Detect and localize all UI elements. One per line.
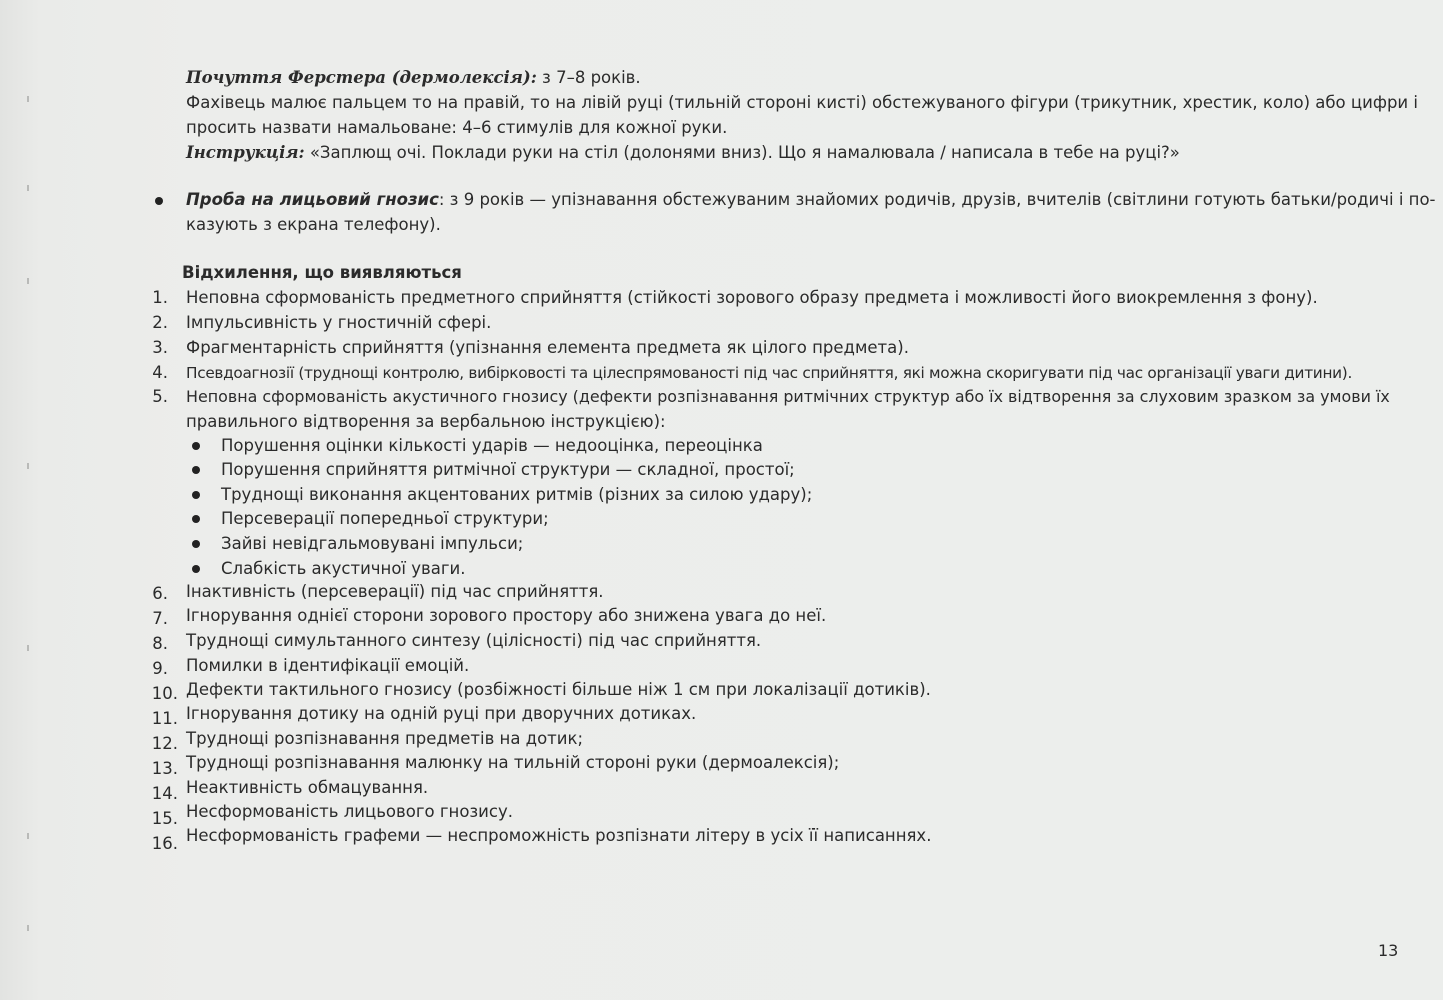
list-item: Несформованість графеми — неспроможність розпізнати літеру в усіх її написаннях.	[186, 826, 932, 845]
list-item-number: 8.	[152, 634, 168, 653]
list-item: Ігнорування однієї сторони зорового простору або знижена увага до неї.	[186, 606, 827, 625]
face-gnosis-title: Проба на лицьовий гнозис	[186, 190, 439, 209]
list-item-number: 3.	[152, 338, 168, 357]
spine-mark	[27, 185, 29, 191]
face-gnosis-line-2: казують з екрана телефону).	[186, 215, 441, 234]
forster-heading-line	[186, 66, 641, 91]
list-item-number: 7.	[152, 609, 168, 628]
list-item-number: 14.	[151, 784, 178, 803]
sub-list-item: Персеверації попередньої структури;	[221, 509, 549, 528]
list-item: Труднощі розпізнавання предметів на дотик;	[186, 729, 584, 748]
spine-mark	[27, 96, 29, 102]
list-item: Неактивність обмацування.	[186, 778, 429, 797]
page-number: 13	[1378, 941, 1399, 960]
list-item-number: 1.	[152, 288, 168, 307]
deviations-heading: Відхилення, що виявляються	[182, 263, 462, 282]
sub-list-item: Зайві невідгальмовувані імпульси;	[221, 534, 524, 553]
sub-list-item: Слабкість акустичної уваги.	[221, 559, 466, 578]
list-item: Імпульсивність у гностичній сфері.	[186, 313, 492, 332]
bullet-icon	[192, 442, 200, 450]
bullet-icon	[192, 540, 200, 548]
list-item-number: 12.	[151, 734, 178, 753]
list-item-number: 4.	[152, 363, 168, 382]
spine-mark	[27, 645, 29, 651]
spine-mark	[27, 833, 29, 839]
forster-desc-line-1: Фахівець малює пальцем то на правій, то на лівій руці (тильній стороні кисті) обстежуваного фігури (трикутник, хрестик, коло) або цифри і	[186, 93, 1418, 112]
list-item-number: 15.	[151, 809, 178, 828]
list-item: Труднощі розпізнавання малюнку на тильній стороні руки (дермоалексія);	[186, 753, 840, 772]
list-item: Неповна сформованість акустичного гнозису (дефекти розпізнавання ритмічних структур або їх відтворення за слуховим зразком за умови їх	[186, 387, 1390, 406]
instruction-text: «Заплющ очі. Поклади руки на стіл (долонями вниз). Що я намалювала / написала в тебе на руці?»	[304, 143, 1180, 162]
list-item: Фрагментарність сприйняття (упізнання елемента предмета як цілого предмета).	[186, 338, 909, 357]
forster-desc-line-2: просить назвати намальоване: 4–6 стимулів для кожної руки.	[186, 118, 728, 137]
list-item: Несформованість лицьового гнозису.	[186, 802, 513, 821]
list-item-number: 9.	[152, 659, 168, 678]
list-item-number: 2.	[152, 313, 168, 332]
list-item: Ігнорування дотику на одній руці при дворучних дотиках.	[186, 704, 697, 723]
list-item-number: 16.	[151, 834, 178, 853]
list-item: Труднощі симультанного синтезу (цілісності) під час сприйняття.	[186, 631, 762, 650]
spine-mark	[27, 278, 29, 284]
list-item-number: 10.	[151, 684, 178, 703]
list-item-continuation: правильного відтворення за вербальною інструкцією):	[186, 412, 666, 431]
bullet-icon	[192, 565, 200, 573]
list-item: Дефекти тактильного гнозису (розбіжності більше ніж 1 см при локалізації дотиків).	[186, 680, 931, 699]
sub-list-item: Порушення сприйняття ритмічної структури — складної, простої;	[221, 460, 795, 479]
list-item-number: 13.	[151, 759, 178, 778]
forster-instruction-line	[186, 141, 1180, 166]
list-item: Інактивність (персеверації) під час сприйняття.	[186, 582, 604, 601]
instruction-label: Інструкція:	[186, 143, 305, 162]
bullet-icon	[192, 466, 200, 474]
list-item: Неповна сформованість предметного сприйняття (стійкості зорового образу предмета і можливості його виокремлення з фону).	[186, 288, 1318, 307]
forster-age: з 7–8 років.	[536, 68, 641, 87]
list-item-number: 5.	[152, 387, 168, 406]
bullet-icon	[192, 491, 200, 499]
forster-title: Почуття Ферстера (дермолексія):	[186, 68, 537, 87]
sub-list-item: Порушення оцінки кількості ударів — недооцінка, переоцінка	[221, 436, 763, 455]
spine-mark	[27, 463, 29, 469]
bullet-icon	[192, 515, 200, 523]
face-gnosis-text-1: : з 9 років — упізнавання обстежуваним знайомих родичів, друзів, вчителів (світлини готують батьки/родичі і по-	[438, 190, 1436, 209]
bullet-icon	[155, 197, 163, 205]
list-item-number: 6.	[152, 584, 168, 603]
list-item-number: 11.	[151, 709, 178, 728]
spine-mark	[27, 925, 29, 931]
list-item: Псевдоагнозії (труднощі контролю, вибірковості та цілеспрямованості під час сприйняття, які можна скоригувати під час організації уваги дитини).	[186, 364, 1353, 382]
sub-list-item: Труднощі виконання акцентованих ритмів (різних за силою удару);	[221, 485, 813, 504]
list-item: Помилки в ідентифікації емоцій.	[186, 656, 470, 675]
face-gnosis-line-1	[186, 188, 1436, 213]
